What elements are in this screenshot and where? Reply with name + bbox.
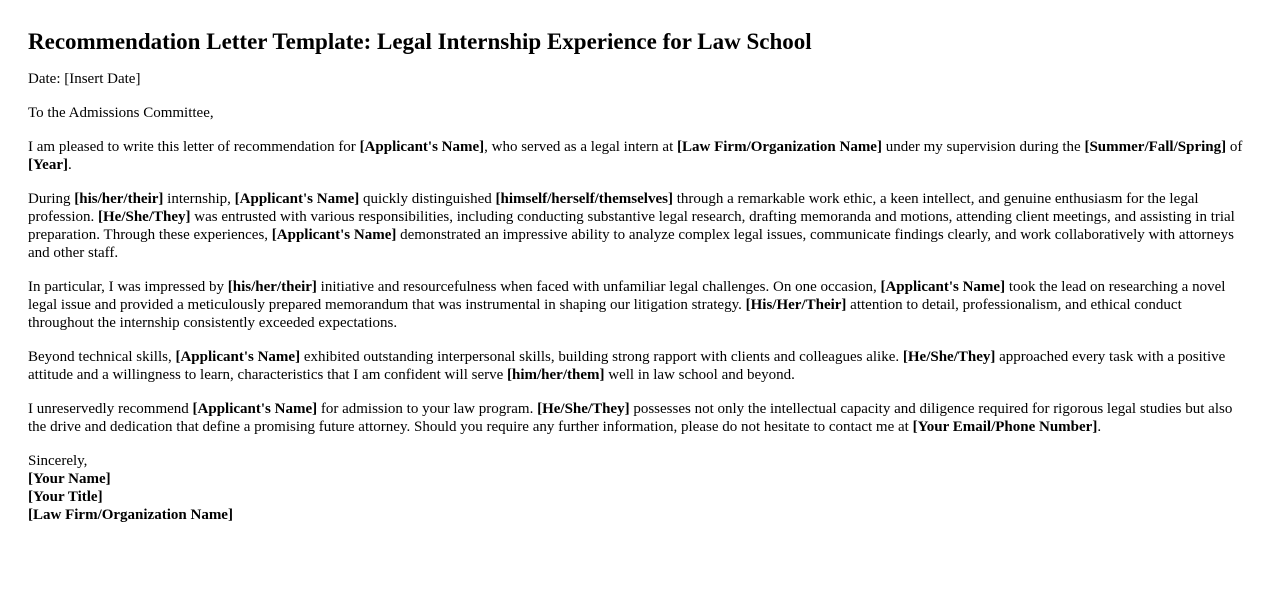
placeholder-field: [Applicant's Name] bbox=[880, 279, 1006, 295]
placeholder-field: [Applicant's Name] bbox=[271, 227, 397, 243]
placeholder-field: [His/Her/Their] bbox=[745, 297, 847, 313]
placeholder-field: [Applicant's Name] bbox=[234, 191, 360, 207]
paragraph-text: for admission to your law program. bbox=[317, 401, 538, 417]
salutation: To the Admissions Committee, bbox=[28, 105, 214, 121]
paragraph-text: quickly distinguished bbox=[359, 191, 496, 207]
placeholder-field: [his/her/their] bbox=[74, 191, 164, 207]
paragraph-text: exhibited outstanding interpersonal skills, building strong rapport with clients and colleagues alike. bbox=[300, 349, 903, 365]
letter-body bbox=[28, 138, 1250, 436]
paragraph-text: approached every task with a positive attitude and a willingness to learn, characteristics that I am confident will serve bbox=[28, 349, 1226, 383]
placeholder-field: [Year] bbox=[28, 157, 68, 173]
placeholder-field: [Your Email/Phone Number] bbox=[912, 419, 1098, 435]
placeholder-field: [himself/herself/themselves] bbox=[495, 191, 673, 207]
body-paragraph bbox=[28, 278, 1250, 332]
paragraph-text: I am pleased to write this letter of recommendation for bbox=[28, 139, 360, 155]
paragraph-text: possesses not only the intellectual capacity and diligence required for rigorous legal studies but also the drive and dedication that define a promising future attorney. Should you require any further information, please do not hesitate to contact me at bbox=[28, 401, 1233, 435]
paragraph-text: attention to detail, professionalism, and ethical conduct throughout the internship consistently exceeded expectations. bbox=[28, 297, 1182, 331]
placeholder-field: [him/her/them] bbox=[507, 367, 605, 383]
signature-title: [Your Title] bbox=[28, 489, 103, 505]
paragraph-text: . bbox=[67, 157, 72, 173]
paragraph-text: through a remarkable work ethic, a keen intellect, and genuine enthusiasm for the legal profession. bbox=[28, 191, 1199, 225]
paragraph-text: Beyond technical skills, bbox=[28, 349, 176, 365]
paragraph-text: , who served as a legal intern at bbox=[484, 139, 677, 155]
paragraph-text: internship, bbox=[163, 191, 235, 207]
page-title: Recommendation Letter Template: Legal Internship Experience for Law School bbox=[28, 29, 812, 54]
placeholder-field: [Applicant's Name] bbox=[359, 139, 485, 155]
paragraph-text: In particular, I was impressed by bbox=[28, 279, 228, 295]
closing: Sincerely, bbox=[28, 453, 88, 469]
paragraph-text: of bbox=[1226, 139, 1243, 155]
date-line: Date: [Insert Date] bbox=[28, 71, 141, 87]
placeholder-field: [Applicant's Name] bbox=[175, 349, 301, 365]
paragraph-text: under my supervision during the bbox=[881, 139, 1085, 155]
signature-name: [Your Name] bbox=[28, 471, 111, 487]
placeholder-field: [He/She/They] bbox=[537, 401, 630, 417]
paragraph-text: initiative and resourcefulness when faced with unfamiliar legal challenges. On one occasion, bbox=[316, 279, 881, 295]
placeholder-field: [Summer/Fall/Spring] bbox=[1084, 139, 1227, 155]
paragraph-text: I unreservedly recommend bbox=[28, 401, 193, 417]
body-paragraph bbox=[28, 400, 1250, 436]
paragraph-text: During bbox=[28, 191, 75, 207]
placeholder-field: [He/She/They] bbox=[98, 209, 191, 225]
paragraph-text: took the lead on researching a novel legal issue and provided a meticulously prepared memorandum that was instrumental in shaping our litigation strategy. bbox=[28, 279, 1226, 313]
letter-document bbox=[28, 0, 1250, 524]
placeholder-field: [Law Firm/Organization Name] bbox=[677, 139, 882, 155]
body-paragraph bbox=[28, 138, 1250, 174]
paragraph-text: demonstrated an impressive ability to analyze complex legal issues, communicate findings clearly, and work collaboratively with attorneys and other staff. bbox=[28, 227, 1234, 261]
signature-block bbox=[28, 452, 1250, 524]
paragraph-text: . bbox=[1097, 419, 1102, 435]
signature-organization: [Law Firm/Organization Name] bbox=[28, 507, 233, 523]
placeholder-field: [his/her/their] bbox=[227, 279, 317, 295]
body-paragraph bbox=[28, 348, 1250, 384]
body-paragraph bbox=[28, 190, 1250, 262]
placeholder-field: [Applicant's Name] bbox=[192, 401, 318, 417]
placeholder-field: [He/She/They] bbox=[902, 349, 996, 365]
paragraph-text: well in law school and beyond. bbox=[604, 367, 795, 383]
paragraph-text: was entrusted with various responsibilities, including conducting substantive legal research, drafting memoranda and motions, attending client meetings, and assisting in trial preparation. Through these experiences, bbox=[28, 209, 1235, 243]
